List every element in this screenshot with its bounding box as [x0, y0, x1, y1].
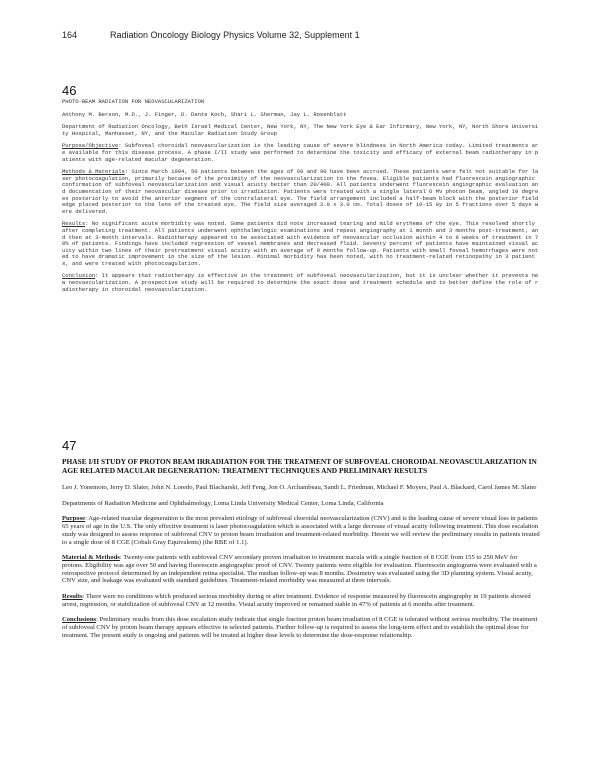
abstract-46-conclusion: [62, 273, 540, 293]
abstract-46-results-text: : No significant acute morbidity was noted. Some patients did note increased tearing and mild erythema of the eye. This resolved shortly after completing treatment. All patients underwent ophthalmologic examinations and repeat angiography at 1 month and 3 months post-treatment, and then at 3-month intervals. Radiotherapy appeared to be associated with evidence of neovascular occlusion within 4 to 8 weeks of treatment in 70% of patients. Findings have included regression of vessel membranes and decreased fluid. Seventy percent of patients have maintained visual acuity within two lines of their pretreatment visual acuity with an average of 9 months follow-up. Patients with small foveal hemorrhages were noted to have dramatic improvement in the size of the lesion. Minimal morbidity has been noted, with no treatment-related retinopathy in 3 patients, and were treated with photocoagulation.: [62, 220, 539, 267]
abstract-47-methods-label: Material & Methods: [62, 554, 120, 562]
abstract-47-methods: [62, 554, 540, 585]
abstract-47-purpose-label: Purpose: [62, 515, 86, 523]
abstract-46-results-label: Results: [62, 220, 86, 228]
abstract-47-results: [62, 593, 540, 608]
abstract-47-affiliation: Departments of Radiation Medicine and Ophthalmology, Loma Linda University Medical Center, Loma Linda, California: [62, 499, 384, 507]
abstract-47-purpose-text: : Age-related macular degeneration is the most prevalent etiology of subfoveal choroidal neovascularization (CNV) and is the leading cause of severe visual loss in patients 65 years of age in the U.S. The only effective treatment is laser photocoagulation which is associated with a large decrease of visual acuity following treatment. This dose escalation study was designed to assess response of subfoveal CNV to proton beam irradiation and treatment-related morbidity. Herein we will review the preliminary results in patients treated to a single dose of 8 CGE (Cobalt Gray Equivalents) (the RBE of 1.1).: [62, 515, 540, 546]
abstract-47-conclusions: [62, 616, 540, 639]
abstract-46-methods: [62, 169, 540, 215]
abstract-46: [62, 99, 540, 293]
abstract-47-conclusions-label: Conclusions: [62, 616, 97, 624]
abstract-47-methods-text: : Twenty-one patients with subfoveal CNV secondary proven irradiation to treatment macula with a single fraction of 8 CGE from 155 to 250 MeV for protons. Eligibility was age over 50 and having fluorescein angiographic proof of CNV. Twenty patients were eligible for evaluation. Fluorescein angiograms were evaluated with a retrospective protocol determined by an independent retina specialist. The median follow-up was 8 months. Dosimetry was evaluated using the 3D planning system. Visual acuity, CNV size, and leakage was evaluated with standard guidelines. Treatment-related morbidity was measured at three intervals.: [62, 554, 537, 585]
abstract-46-title: PHOTO-BEAM RADIATION FOR NEOVASCULARIZATION: [62, 98, 205, 105]
abstract-47-authors: Leo J. Yonemoto, Jerry D. Slater, John N. Loredo, Paul Blacharski, Jeff Feng, Jon O. Archambeau, Sandi L. Friedman, Michael F. Moyers, Paul A. Blackard, Carol James M. Slater: [62, 484, 537, 491]
abstract-46-authors: Anthony M. Berson, M.D., J. Finger, D. Dante Koch, Shari L. Sherman, Jay L. Rosenblatt: [62, 110, 347, 118]
abstract-46-purpose-label: Purpose/Objective: [62, 142, 119, 150]
abstract-47-purpose: [62, 515, 540, 546]
abstract-47: [62, 457, 540, 640]
abstract-46-conclusion-label: Conclusion: [62, 272, 96, 280]
abstract-46-methods-text: : Since March 1994, 50 patients between the ages of 60 and 90 have been accrued. These patients were felt not suitable for laser photocoagulation, primarily because of the proximity of the neovascularization to the fovea. Eligible patients had fluorescein angiographic confirmation of subfoveal neovascularization and visual acuity better than 20/400. All patients underwent fluorescein angiographic evaluation and documentation of their neovascular disease prior to irradiation. Patients were treated with a single lateral 6 MV photon beam, angled 10 degrees posteriorly to avoid the anterior segment of the contralateral eye. The field arrangement included a half-beam block with the posterior field edge placed posterior to the lens of the treated eye. The field size averaged 3.0 x 3.0 cm. Total doses of 10-15 Gy in 5 fractions over 5 days were delivered.: [62, 168, 539, 215]
abstract-46-number: 46: [62, 83, 77, 98]
page-header: [62, 30, 542, 42]
abstract-47-conclusions-text: : Preliminary results from this dose escalation study indicate that single fraction proton beam irradiation of 8 CGE is tolerated without serious morbidity. The treatment of subfoveal CNV by proton beam therapy appears effective in selected patients. Further follow-up is required to assess the long-term effect and to establish the optimal dose for treatment. The present study is ongoing and patients will be treated at higher dose levels to determine the dose-response relationship.: [62, 616, 538, 639]
abstract-47-results-label: Results: [62, 593, 83, 601]
abstract-46-purpose-text: : Subfoveal choroidal neovascularization is the leading cause of severe blindness in North America today. Limited treatments are available for this disease process. A phase I/II study was performed to determine the toxicity and efficacy of external beam radiotherapy in patients with age-related macular degeneration.: [62, 142, 539, 163]
abstract-46-conclusion-text: : It appears that radiotherapy is effective in the treatment of subfoveal neovascularization, but it is unclear whether it prevents new neovascularization. A prospective study will be required to determine the exact dose and treatment schedule and to better define the role of radiotherapy in choroidal neovascularization.: [62, 272, 539, 293]
abstract-47-results-text: : There were no conditions which produced serious morbidity during or after treatment. Evidence of response measured by fluorescein angiography in 19 patients showed arrest, regression, or stabilization of subfoveal CNV at 12 months. Visual acuity improved or remained stable in 47% of patients at 6 months after treatment.: [62, 593, 531, 608]
abstract-47-title: PHASE I/II STUDY OF PROTON BEAM IRRADIATION FOR THE TREATMENT OF SUBFOVEAL CHOROIDAL NEOVASCULARIZATION IN AGE RELATED MACULAR DEGENERATION: TREATMENT TECHNIQUES AND PRELIMINARY RESULTS: [62, 457, 537, 475]
abstract-46-affiliation: Department of Radiation Oncology, Beth Israel Medical Center, New York, NY, The New York Eye & Ear Infirmary, New York, NY, North Shore University Hospital, Manhasset, NY, and the Macular Radiation Study Group: [62, 123, 539, 137]
page-number: 164: [62, 30, 78, 40]
abstract-46-methods-label: Methods & Materials: [62, 168, 125, 176]
abstract-46-results: [62, 221, 540, 267]
abstract-47-number: 47: [62, 438, 77, 453]
abstract-46-purpose: [62, 143, 540, 163]
journal-title: Radiation Oncology Biology Physics Volume 32, Supplement 1: [110, 30, 360, 40]
